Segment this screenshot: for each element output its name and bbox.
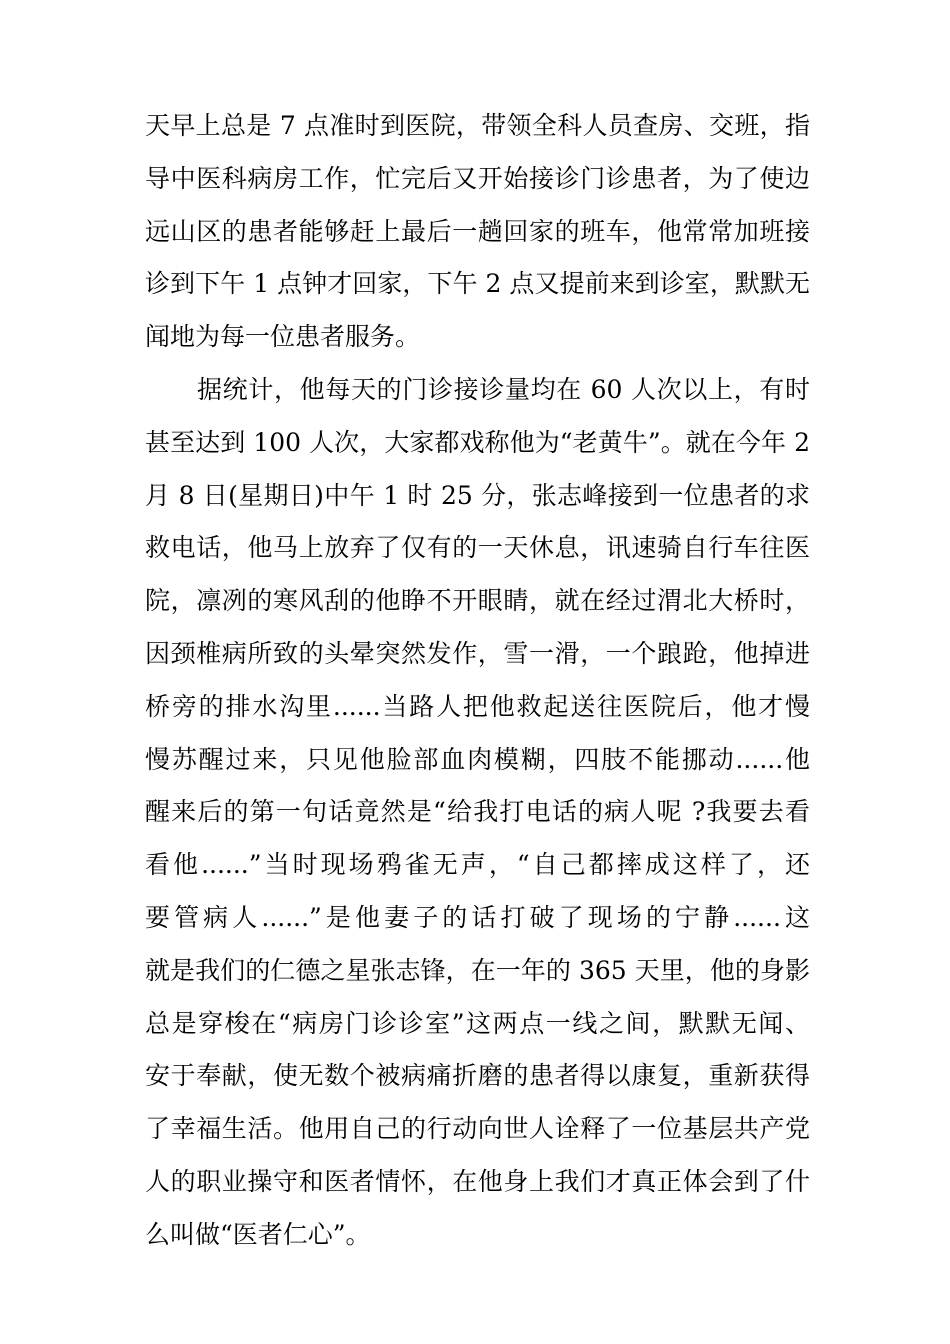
text-line: 诊到下午 1 点钟才回家，下午 2 点又提前来到诊室，默默无 <box>145 269 810 299</box>
text-line: 闻地为每一位患者服务。 <box>145 322 421 352</box>
text-line: 人的职业操守和医者情怀，在他身上我们才真正体会到了什 <box>145 1166 810 1196</box>
text-line: 导中医科病房工作，忙完后又开始接诊门诊患者，为了使边 <box>145 163 810 193</box>
text-line: 院，凛冽的寒风刮的他睁不开眼睛，就在经过渭北大桥时， <box>145 586 810 616</box>
text-line: 桥旁的排水沟里......当路人把他救起送往医院后，他才慢 <box>145 691 810 721</box>
paragraph-1 <box>145 100 810 364</box>
text-line: 就是我们的仁德之星张志锋，在一年的 365 天里，他的身影 <box>145 955 810 985</box>
paragraph-2 <box>145 364 810 1262</box>
text-line: 甚至达到 100 人次，大家都戏称他为“老黄牛”。就在今年 2 <box>145 427 810 457</box>
text-line: 看他......”当时现场鸦雀无声，“自己都摔成这样了，还 <box>145 850 810 880</box>
text-line: 月 8 日(星期日)中午 1 时 25 分，张志峰接到一位患者的求 <box>145 480 810 510</box>
text-line: 救电话，他马上放弃了仅有的一天休息，讯速骑自行车往医 <box>145 533 810 563</box>
text-line: 因颈椎病所致的头晕突然发作，雪一滑，一个踉跄，他掉进 <box>145 638 810 668</box>
text-line: 要管病人......”是他妻子的话打破了现场的宁静......这 <box>145 902 810 932</box>
document-body <box>145 100 810 1262</box>
text-line: 醒来后的第一句话竟然是“给我打电话的病人呢 ?我要去看 <box>145 797 810 827</box>
text-line: 总是穿梭在“病房门诊诊室”这两点一线之间，默默无闻、 <box>145 1008 810 1038</box>
text-line: 了幸福生活。他用自己的行动向世人诠释了一位基层共产党 <box>145 1114 810 1144</box>
text-line: 远山区的患者能够赶上最后一趟回家的班车，他常常加班接 <box>145 216 810 246</box>
text-line: 安于奉献，使无数个被病痛折磨的患者得以康复，重新获得 <box>145 1061 810 1091</box>
text-line: 么叫做“医者仁心”。 <box>145 1219 371 1249</box>
text-line: 天早上总是 7 点准时到医院，带领全科人员查房、交班，指 <box>145 111 810 140</box>
text-line: 据统计，他每天的门诊接诊量均在 60 人次以上，有时 <box>197 374 810 404</box>
text-line: 慢苏醒过来，只见他脸部血肉模糊，四肢不能挪动......他 <box>145 744 810 774</box>
